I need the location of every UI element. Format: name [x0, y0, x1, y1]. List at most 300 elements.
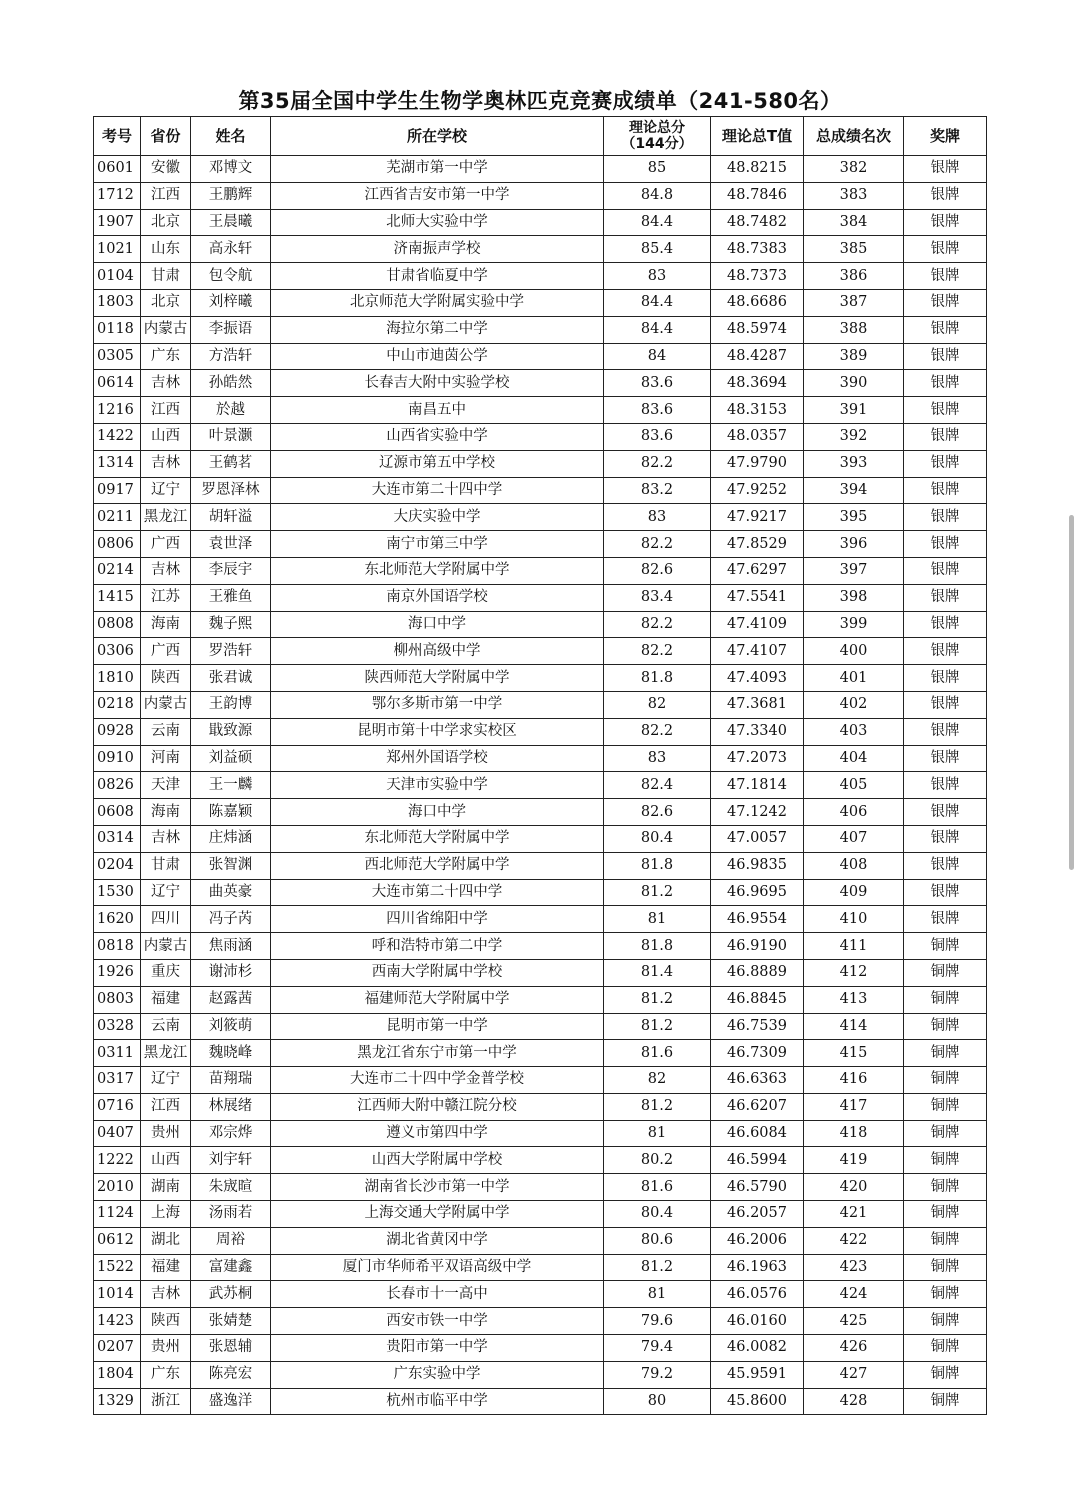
cell-t-value: 48.7373 — [711, 263, 804, 290]
cell-province: 内蒙古 — [141, 316, 191, 343]
cell-t-value: 46.8845 — [711, 986, 804, 1013]
cell-medal: 银牌 — [904, 825, 987, 852]
cell-theory-score: 81.2 — [604, 1254, 711, 1281]
cell-school: 南昌五中 — [271, 397, 604, 424]
cell-id: 1314 — [94, 450, 141, 477]
cell-id: 0928 — [94, 718, 141, 745]
cell-id: 0808 — [94, 611, 141, 638]
table-row — [94, 423, 987, 450]
cell-id: 0314 — [94, 825, 141, 852]
cell-id: 1810 — [94, 665, 141, 692]
cell-t-value: 47.8529 — [711, 531, 804, 558]
table-row — [94, 236, 987, 263]
cell-id: 0806 — [94, 531, 141, 558]
cell-school: 大连市二十四中学金普学校 — [271, 1067, 604, 1094]
cell-rank: 411 — [804, 933, 904, 960]
cell-school: 遵义市第四中学 — [271, 1120, 604, 1147]
cell-id: 0601 — [94, 156, 141, 183]
table-row — [94, 718, 987, 745]
cell-medal: 铜牌 — [904, 1388, 987, 1415]
cell-province: 江西 — [141, 182, 191, 209]
cell-theory-score: 81.2 — [604, 1013, 711, 1040]
cell-name: 庄炜涵 — [191, 825, 271, 852]
cell-medal: 银牌 — [904, 879, 987, 906]
table-row — [94, 370, 987, 397]
cell-medal: 银牌 — [904, 450, 987, 477]
cell-id: 0910 — [94, 745, 141, 772]
cell-province: 贵州 — [141, 1335, 191, 1362]
cell-rank: 389 — [804, 343, 904, 370]
cell-school: 昆明市第一中学 — [271, 1013, 604, 1040]
cell-province: 吉林 — [141, 370, 191, 397]
cell-province: 天津 — [141, 772, 191, 799]
cell-medal: 铜牌 — [904, 1227, 987, 1254]
cell-rank: 424 — [804, 1281, 904, 1308]
cell-province: 陕西 — [141, 1308, 191, 1335]
table-row — [94, 638, 987, 665]
table-row — [94, 986, 987, 1013]
cell-province: 山西 — [141, 423, 191, 450]
cell-theory-score: 81.2 — [604, 879, 711, 906]
cell-name: 李振语 — [191, 316, 271, 343]
table-row — [94, 959, 987, 986]
cell-id: 1124 — [94, 1201, 141, 1228]
cell-name: 胡轩溢 — [191, 504, 271, 531]
cell-theory-score: 80.4 — [604, 825, 711, 852]
cell-school: 北师大实验中学 — [271, 209, 604, 236]
cell-name: 於越 — [191, 397, 271, 424]
cell-rank: 386 — [804, 263, 904, 290]
cell-t-value: 48.5974 — [711, 316, 804, 343]
cell-t-value: 46.5994 — [711, 1147, 804, 1174]
cell-province: 山西 — [141, 1147, 191, 1174]
cell-school: 北京师范大学附属实验中学 — [271, 289, 604, 316]
table-row — [94, 584, 987, 611]
table-row — [94, 1308, 987, 1335]
table-row — [94, 1147, 987, 1174]
cell-rank: 414 — [804, 1013, 904, 1040]
cell-id: 0306 — [94, 638, 141, 665]
cell-province: 上海 — [141, 1201, 191, 1228]
table-row — [94, 745, 987, 772]
cell-rank: 399 — [804, 611, 904, 638]
cell-rank: 387 — [804, 289, 904, 316]
cell-province: 重庆 — [141, 959, 191, 986]
cell-province: 云南 — [141, 718, 191, 745]
cell-id: 0204 — [94, 852, 141, 879]
cell-school: 福建师范大学附属中学 — [271, 986, 604, 1013]
cell-t-value: 46.7309 — [711, 1040, 804, 1067]
cell-id: 0118 — [94, 316, 141, 343]
scrollbar[interactable] — [1069, 515, 1074, 870]
cell-rank: 423 — [804, 1254, 904, 1281]
cell-id: 1415 — [94, 584, 141, 611]
cell-rank: 425 — [804, 1308, 904, 1335]
cell-theory-score: 79.4 — [604, 1335, 711, 1362]
cell-id: 0317 — [94, 1067, 141, 1094]
cell-rank: 405 — [804, 772, 904, 799]
cell-province: 广东 — [141, 1361, 191, 1388]
cell-province: 江西 — [141, 397, 191, 424]
table-row — [94, 316, 987, 343]
cell-name: 刘益硕 — [191, 745, 271, 772]
cell-t-value: 47.2073 — [711, 745, 804, 772]
cell-name: 刘梓曦 — [191, 289, 271, 316]
table-row — [94, 665, 987, 692]
cell-medal: 银牌 — [904, 156, 987, 183]
cell-id: 1522 — [94, 1254, 141, 1281]
cell-t-value: 46.8889 — [711, 959, 804, 986]
table-row — [94, 772, 987, 799]
cell-name: 戢致源 — [191, 718, 271, 745]
cell-t-value: 48.0357 — [711, 423, 804, 450]
table-row — [94, 1013, 987, 1040]
cell-id: 0803 — [94, 986, 141, 1013]
cell-id: 1021 — [94, 236, 141, 263]
cell-school: 东北师范大学附属中学 — [271, 825, 604, 852]
cell-theory-score: 82.2 — [604, 638, 711, 665]
cell-medal: 银牌 — [904, 557, 987, 584]
cell-medal: 银牌 — [904, 182, 987, 209]
cell-school: 甘肃省临夏中学 — [271, 263, 604, 290]
cell-province: 福建 — [141, 986, 191, 1013]
cell-medal: 铜牌 — [904, 1040, 987, 1067]
table-row — [94, 879, 987, 906]
cell-theory-score: 82 — [604, 691, 711, 718]
cell-school: 广东实验中学 — [271, 1361, 604, 1388]
cell-rank: 418 — [804, 1120, 904, 1147]
cell-rank: 426 — [804, 1335, 904, 1362]
cell-school: 芜湖市第一中学 — [271, 156, 604, 183]
cell-province: 湖北 — [141, 1227, 191, 1254]
cell-medal: 铜牌 — [904, 1147, 987, 1174]
cell-id: 1423 — [94, 1308, 141, 1335]
cell-rank: 401 — [804, 665, 904, 692]
cell-rank: 383 — [804, 182, 904, 209]
cell-theory-score: 81.8 — [604, 665, 711, 692]
cell-t-value: 48.3153 — [711, 397, 804, 424]
table-row — [94, 611, 987, 638]
cell-school: 南宁市第三中学 — [271, 531, 604, 558]
cell-province: 江苏 — [141, 584, 191, 611]
cell-theory-score: 81 — [604, 1120, 711, 1147]
header-row — [94, 117, 987, 156]
cell-medal: 铜牌 — [904, 1281, 987, 1308]
cell-id: 1907 — [94, 209, 141, 236]
cell-name: 王雅鱼 — [191, 584, 271, 611]
cell-t-value: 48.4287 — [711, 343, 804, 370]
header-name: 姓名 — [191, 117, 271, 156]
cell-rank: 402 — [804, 691, 904, 718]
cell-school: 昆明市第十中学求实校区 — [271, 718, 604, 745]
cell-t-value: 48.8215 — [711, 156, 804, 183]
cell-name: 武苏桐 — [191, 1281, 271, 1308]
cell-rank: 394 — [804, 477, 904, 504]
cell-rank: 416 — [804, 1067, 904, 1094]
cell-t-value: 47.1242 — [711, 799, 804, 826]
cell-province: 湖南 — [141, 1174, 191, 1201]
cell-theory-score: 84.4 — [604, 289, 711, 316]
cell-t-value: 46.9695 — [711, 879, 804, 906]
cell-theory-score: 80.6 — [604, 1227, 711, 1254]
cell-medal: 铜牌 — [904, 1254, 987, 1281]
table-row — [94, 343, 987, 370]
cell-name: 袁世泽 — [191, 531, 271, 558]
cell-rank: 413 — [804, 986, 904, 1013]
cell-name: 魏晓峰 — [191, 1040, 271, 1067]
cell-t-value: 45.8600 — [711, 1388, 804, 1415]
cell-t-value: 46.6207 — [711, 1093, 804, 1120]
cell-school: 江西省吉安市第一中学 — [271, 182, 604, 209]
cell-rank: 409 — [804, 879, 904, 906]
cell-t-value: 47.5541 — [711, 584, 804, 611]
cell-t-value: 46.6084 — [711, 1120, 804, 1147]
cell-name: 王一麟 — [191, 772, 271, 799]
cell-t-value: 47.3340 — [711, 718, 804, 745]
cell-theory-score: 81.8 — [604, 852, 711, 879]
cell-theory-score: 83.2 — [604, 477, 711, 504]
cell-t-value: 47.1814 — [711, 772, 804, 799]
cell-name: 刘宇轩 — [191, 1147, 271, 1174]
cell-theory-score: 81.2 — [604, 986, 711, 1013]
header-rank: 总成绩名次 — [804, 117, 904, 156]
cell-school: 山西大学附属中学校 — [271, 1147, 604, 1174]
cell-medal: 银牌 — [904, 665, 987, 692]
cell-t-value: 46.1963 — [711, 1254, 804, 1281]
cell-rank: 396 — [804, 531, 904, 558]
cell-province: 辽宁 — [141, 1067, 191, 1094]
cell-theory-score: 84 — [604, 343, 711, 370]
cell-theory-score: 84.4 — [604, 316, 711, 343]
cell-t-value: 48.7482 — [711, 209, 804, 236]
cell-id: 0104 — [94, 263, 141, 290]
table-row — [94, 825, 987, 852]
header-id: 考号 — [94, 117, 141, 156]
cell-theory-score: 81 — [604, 906, 711, 933]
cell-medal: 银牌 — [904, 745, 987, 772]
cell-medal: 银牌 — [904, 289, 987, 316]
cell-school: 西安市铁一中学 — [271, 1308, 604, 1335]
table-row — [94, 450, 987, 477]
cell-name: 包令航 — [191, 263, 271, 290]
cell-name: 张婧楚 — [191, 1308, 271, 1335]
cell-medal: 银牌 — [904, 209, 987, 236]
cell-medal: 铜牌 — [904, 1093, 987, 1120]
cell-id: 0328 — [94, 1013, 141, 1040]
cell-rank: 419 — [804, 1147, 904, 1174]
cell-province: 云南 — [141, 1013, 191, 1040]
cell-name: 张恩辅 — [191, 1335, 271, 1362]
header-medal: 奖牌 — [904, 117, 987, 156]
cell-rank: 420 — [804, 1174, 904, 1201]
cell-rank: 388 — [804, 316, 904, 343]
cell-medal: 银牌 — [904, 718, 987, 745]
cell-t-value: 46.7539 — [711, 1013, 804, 1040]
header-province: 省份 — [141, 117, 191, 156]
cell-name: 王韵博 — [191, 691, 271, 718]
cell-id: 1803 — [94, 289, 141, 316]
cell-name: 赵露茜 — [191, 986, 271, 1013]
cell-t-value: 46.9554 — [711, 906, 804, 933]
cell-theory-score: 82.2 — [604, 718, 711, 745]
cell-theory-score: 81.6 — [604, 1174, 711, 1201]
table-row — [94, 263, 987, 290]
cell-medal: 铜牌 — [904, 933, 987, 960]
table-row — [94, 1067, 987, 1094]
cell-province: 吉林 — [141, 450, 191, 477]
cell-school: 海口中学 — [271, 799, 604, 826]
cell-theory-score: 81.8 — [604, 933, 711, 960]
cell-theory-score: 81.2 — [604, 1093, 711, 1120]
cell-school: 大连市第二十四中学 — [271, 879, 604, 906]
cell-province: 吉林 — [141, 825, 191, 852]
cell-id: 0818 — [94, 933, 141, 960]
cell-province: 山东 — [141, 236, 191, 263]
cell-school: 四川省绵阳中学 — [271, 906, 604, 933]
cell-t-value: 47.4109 — [711, 611, 804, 638]
cell-rank: 395 — [804, 504, 904, 531]
cell-id: 0612 — [94, 1227, 141, 1254]
cell-id: 1222 — [94, 1147, 141, 1174]
cell-theory-score: 80.2 — [604, 1147, 711, 1174]
cell-province: 甘肃 — [141, 263, 191, 290]
cell-medal: 铜牌 — [904, 1361, 987, 1388]
cell-name: 苗翔瑞 — [191, 1067, 271, 1094]
table-row — [94, 1388, 987, 1415]
cell-medal: 银牌 — [904, 343, 987, 370]
cell-theory-score: 82.2 — [604, 611, 711, 638]
table-row — [94, 1120, 987, 1147]
table-row — [94, 477, 987, 504]
cell-theory-score: 83.6 — [604, 423, 711, 450]
cell-id: 0614 — [94, 370, 141, 397]
table-row — [94, 504, 987, 531]
cell-rank: 391 — [804, 397, 904, 424]
cell-t-value: 46.0082 — [711, 1335, 804, 1362]
table-row — [94, 557, 987, 584]
cell-school: 江西师大附中赣江院分校 — [271, 1093, 604, 1120]
cell-medal: 银牌 — [904, 263, 987, 290]
cell-name: 王鹤茗 — [191, 450, 271, 477]
cell-province: 贵州 — [141, 1120, 191, 1147]
cell-province: 浙江 — [141, 1388, 191, 1415]
cell-rank: 398 — [804, 584, 904, 611]
table-row — [94, 209, 987, 236]
cell-school: 黑龙江省东宁市第一中学 — [271, 1040, 604, 1067]
cell-rank: 422 — [804, 1227, 904, 1254]
cell-name: 李辰宇 — [191, 557, 271, 584]
cell-name: 罗恩泽林 — [191, 477, 271, 504]
table-row — [94, 182, 987, 209]
table-row — [94, 1281, 987, 1308]
table-row — [94, 1040, 987, 1067]
cell-id: 1530 — [94, 879, 141, 906]
cell-theory-score: 83 — [604, 745, 711, 772]
cell-school: 大连市第二十四中学 — [271, 477, 604, 504]
cell-name: 陈嘉颖 — [191, 799, 271, 826]
cell-theory-score: 85 — [604, 156, 711, 183]
cell-province: 海南 — [141, 799, 191, 826]
table-row — [94, 397, 987, 424]
cell-name: 张智渊 — [191, 852, 271, 879]
cell-rank: 412 — [804, 959, 904, 986]
cell-medal: 银牌 — [904, 423, 987, 450]
cell-rank: 393 — [804, 450, 904, 477]
cell-medal: 银牌 — [904, 611, 987, 638]
cell-rank: 390 — [804, 370, 904, 397]
cell-t-value: 47.4093 — [711, 665, 804, 692]
cell-school: 西北师范大学附属中学 — [271, 852, 604, 879]
cell-id: 0218 — [94, 691, 141, 718]
table-row — [94, 1254, 987, 1281]
cell-theory-score: 83.6 — [604, 397, 711, 424]
results-table — [93, 116, 987, 1415]
cell-province: 内蒙古 — [141, 933, 191, 960]
cell-rank: 384 — [804, 209, 904, 236]
cell-medal: 银牌 — [904, 691, 987, 718]
cell-medal: 铜牌 — [904, 986, 987, 1013]
cell-t-value: 47.9252 — [711, 477, 804, 504]
cell-name: 邓博文 — [191, 156, 271, 183]
cell-id: 0407 — [94, 1120, 141, 1147]
cell-school: 柳州高级中学 — [271, 638, 604, 665]
cell-theory-score: 82 — [604, 1067, 711, 1094]
cell-name: 谢沛杉 — [191, 959, 271, 986]
cell-name: 邓宗烨 — [191, 1120, 271, 1147]
cell-rank: 403 — [804, 718, 904, 745]
header-theory-score-line2: （144分） — [621, 136, 693, 152]
cell-name: 焦雨涵 — [191, 933, 271, 960]
cell-id: 0207 — [94, 1335, 141, 1362]
cell-name: 孙皓然 — [191, 370, 271, 397]
cell-t-value: 47.3681 — [711, 691, 804, 718]
cell-theory-score: 83 — [604, 263, 711, 290]
table-row — [94, 1174, 987, 1201]
cell-name: 张君诚 — [191, 665, 271, 692]
cell-id: 0311 — [94, 1040, 141, 1067]
cell-rank: 406 — [804, 799, 904, 826]
cell-theory-score: 82.2 — [604, 531, 711, 558]
table-row — [94, 289, 987, 316]
cell-medal: 铜牌 — [904, 1120, 987, 1147]
cell-province: 海南 — [141, 611, 191, 638]
cell-rank: 382 — [804, 156, 904, 183]
cell-id: 2010 — [94, 1174, 141, 1201]
table-row — [94, 933, 987, 960]
cell-theory-score: 83 — [604, 504, 711, 531]
cell-theory-score: 85.4 — [604, 236, 711, 263]
cell-id: 1422 — [94, 423, 141, 450]
cell-theory-score: 81 — [604, 1281, 711, 1308]
cell-id: 1329 — [94, 1388, 141, 1415]
cell-t-value: 45.9591 — [711, 1361, 804, 1388]
cell-province: 广东 — [141, 343, 191, 370]
cell-rank: 421 — [804, 1201, 904, 1228]
cell-medal: 铜牌 — [904, 1201, 987, 1228]
cell-school: 贵阳市第一中学 — [271, 1335, 604, 1362]
cell-medal: 银牌 — [904, 584, 987, 611]
header-theory-score — [604, 117, 711, 156]
cell-school: 长春市十一高中 — [271, 1281, 604, 1308]
cell-province: 广西 — [141, 531, 191, 558]
cell-medal: 铜牌 — [904, 1335, 987, 1362]
cell-theory-score: 81.4 — [604, 959, 711, 986]
cell-school: 郑州外国语学校 — [271, 745, 604, 772]
cell-medal: 银牌 — [904, 772, 987, 799]
cell-name: 王晨曦 — [191, 209, 271, 236]
cell-rank: 397 — [804, 557, 904, 584]
cell-school: 海口中学 — [271, 611, 604, 638]
